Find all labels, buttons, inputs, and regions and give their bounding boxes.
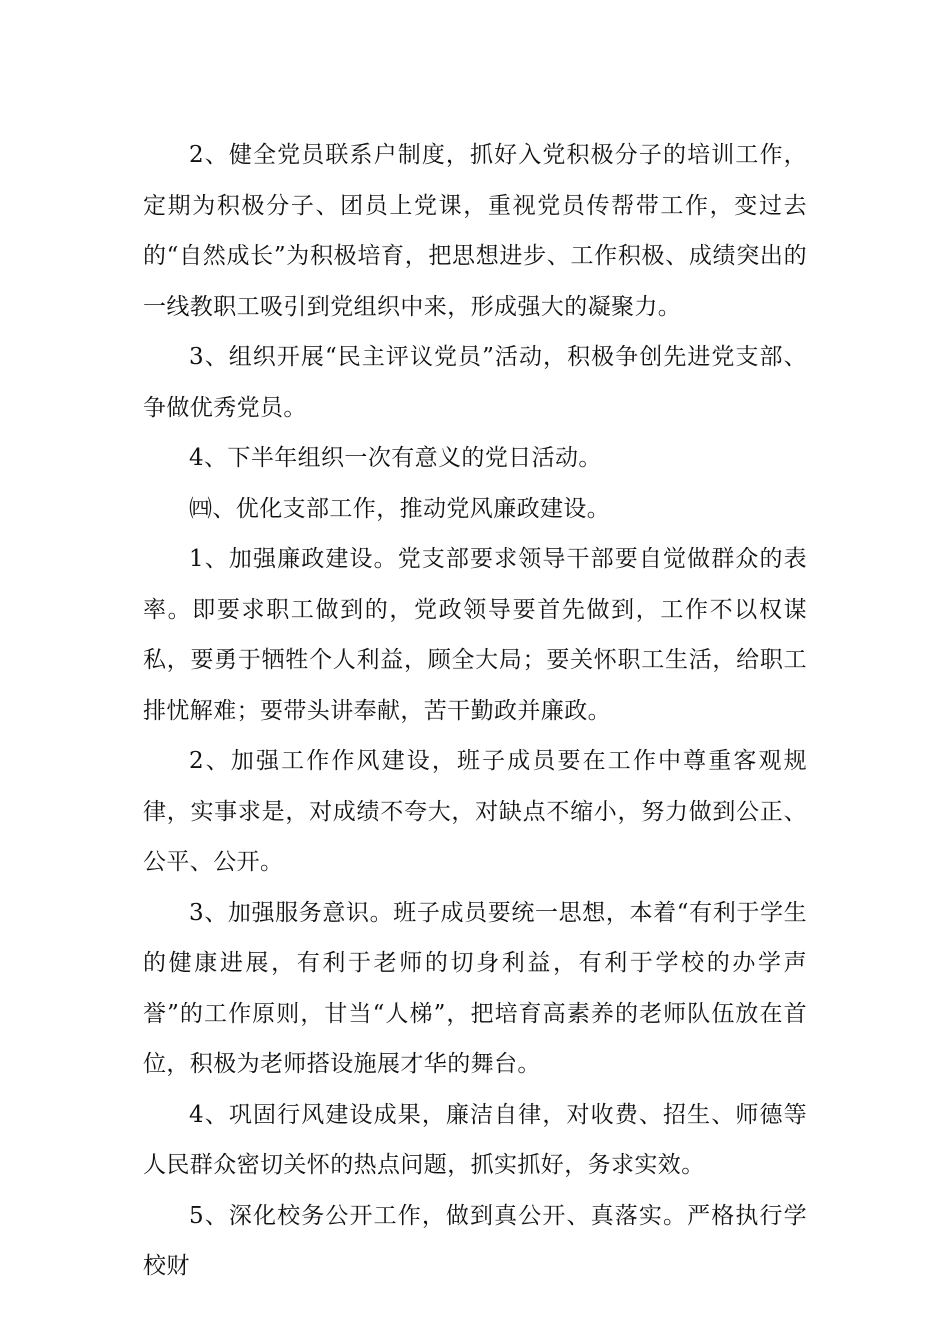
paragraph-1: 2、健全党员联系户制度，抓好入党积极分子的培训工作，定期为积极分子、团员上党课，重视党员传帮带工作，变过去的“自然成长”为积极培育，把思想进步、工作积极、成绩突出的一线教职工吸引到党组织中来，形成强大的凝聚力。 <box>143 142 807 320</box>
paragraph-9: 5、深化校务公开工作，做到真公开、真落实。严格执行学校财 <box>143 1202 807 1279</box>
paragraph-6: 2、加强工作作风建设，班子成员要在工作中尊重客观规律，实事求是，对成绩不夸大，对缺点不缩小，努力做到公正、公平、公开。 <box>143 748 807 875</box>
paragraph-3: 4、下半年组织一次有意义的党日活动。 <box>189 445 602 471</box>
paragraph-5: 1、加强廉政建设。党支部要求领导干部要自觉做群众的表率。即要求职工做到的，党政领导要首先做到，工作不以权谋私，要勇于牺牲个人利益，顾全大局；要关怀职工生活，给职工排忧解难；要带头讲奉献，苦干勤政并廉政。 <box>143 546 807 724</box>
paragraph-2: 3、组织开展“民主评议党员”活动，积极争创先进党支部、争做优秀党员。 <box>143 344 807 421</box>
paragraph-8: 4、巩固行风建设成果，廉洁自律，对收费、招生、师德等人民群众密切关怀的热点问题，抓实抓好，务求实效。 <box>143 1101 807 1178</box>
paragraph-7: 3、加强服务意识。班子成员要统一思想，本着“有利于学生的健康进展，有利于老师的切身利益，有利于学校的办学声誉”的工作原则，甘当“人梯”，把培育高素养的老师队伍放在首位，积极为老师搭设施展才华的舞台。 <box>143 899 807 1077</box>
document-body <box>143 130 807 1292</box>
section-heading-4: ㈣、优化支部工作，推动党风廉政建设。 <box>189 495 611 522</box>
